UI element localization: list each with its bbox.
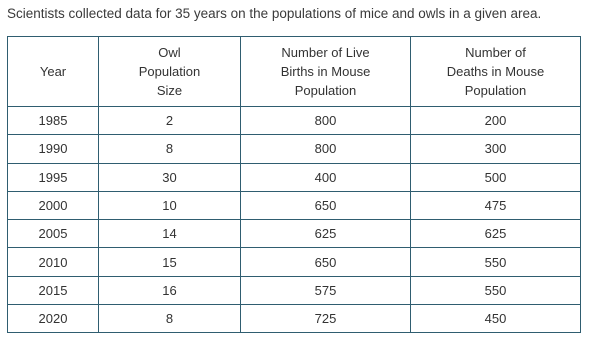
cell-owl-population: 16 <box>99 276 241 304</box>
cell-live-births: 800 <box>241 107 411 135</box>
cell-owl-population: 8 <box>99 305 241 333</box>
header-line: Number of <box>465 45 526 60</box>
table-row <box>8 135 581 163</box>
header-line: Population <box>138 64 201 79</box>
cell-owl-population: 2 <box>99 107 241 135</box>
cell-year: 1985 <box>8 107 99 135</box>
cell-owl-population: 8 <box>99 135 241 163</box>
cell-year: 2020 <box>8 305 99 333</box>
table-row <box>8 305 581 333</box>
header-line: Births in Mouse <box>280 64 371 79</box>
cell-deaths: 300 <box>411 135 581 163</box>
cell-year: 2000 <box>8 191 99 219</box>
header-live-births <box>241 37 411 107</box>
header-line: Owl <box>158 45 181 60</box>
cell-deaths: 550 <box>411 276 581 304</box>
cell-owl-population: 15 <box>99 248 241 276</box>
cell-owl-population: 10 <box>99 191 241 219</box>
header-line: Size <box>156 83 183 98</box>
cell-owl-population: 30 <box>99 163 241 191</box>
cell-live-births: 400 <box>241 163 411 191</box>
cell-deaths: 200 <box>411 107 581 135</box>
cell-live-births: 650 <box>241 191 411 219</box>
cell-year: 1990 <box>8 135 99 163</box>
table-header-row <box>8 37 581 107</box>
header-year <box>8 37 99 107</box>
header-line: Number of Live <box>281 45 370 60</box>
cell-live-births: 625 <box>241 220 411 248</box>
cell-deaths: 475 <box>411 191 581 219</box>
cell-live-births: 800 <box>241 135 411 163</box>
cell-year: 2005 <box>8 220 99 248</box>
cell-live-births: 650 <box>241 248 411 276</box>
data-table-container <box>7 36 580 333</box>
cell-year: 2015 <box>8 276 99 304</box>
table-row <box>8 163 581 191</box>
data-table <box>7 36 581 333</box>
table-row <box>8 248 581 276</box>
table-row <box>8 276 581 304</box>
header-line: Year <box>39 64 67 79</box>
header-owl-population-size <box>99 37 241 107</box>
table-row <box>8 107 581 135</box>
cell-deaths: 500 <box>411 163 581 191</box>
intro-text: Scientists collected data for 35 years on the populations of mice and owls in a given area. <box>7 6 542 21</box>
cell-deaths: 550 <box>411 248 581 276</box>
header-line: Population <box>294 83 357 98</box>
cell-owl-population: 14 <box>99 220 241 248</box>
table-row <box>8 191 581 219</box>
header-deaths <box>411 37 581 107</box>
cell-year: 1995 <box>8 163 99 191</box>
header-line: Deaths in Mouse <box>446 64 545 79</box>
cell-deaths: 450 <box>411 305 581 333</box>
table-row <box>8 220 581 248</box>
cell-year: 2010 <box>8 248 99 276</box>
cell-live-births: 575 <box>241 276 411 304</box>
cell-live-births: 725 <box>241 305 411 333</box>
header-line: Population <box>464 83 527 98</box>
cell-deaths: 625 <box>411 220 581 248</box>
